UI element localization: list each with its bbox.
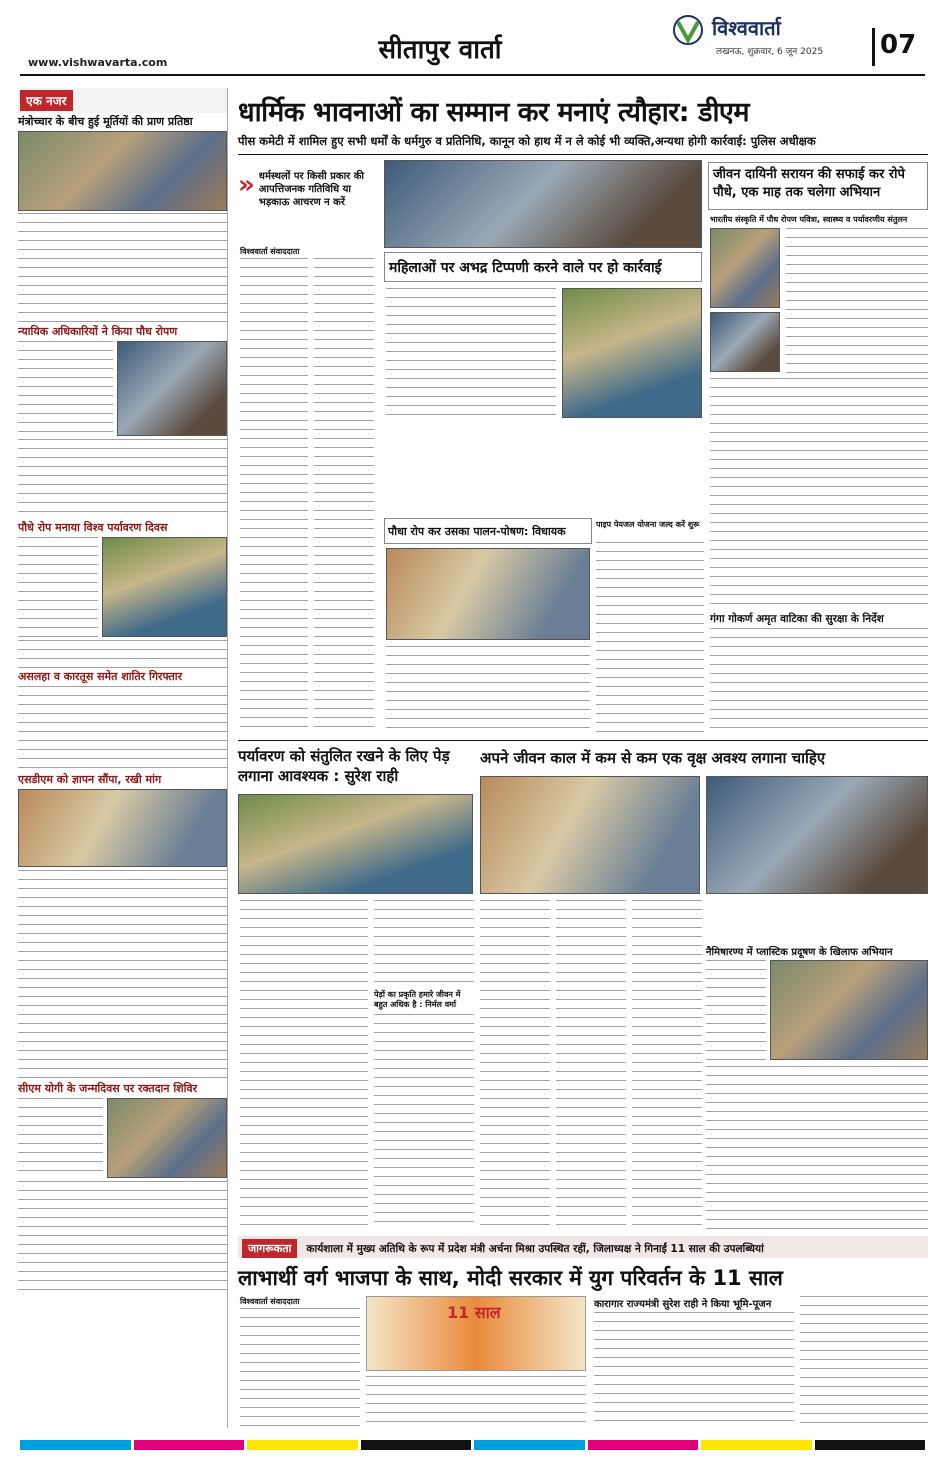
right-story-sub: भारतीय संस्कृति में पौध रोपण पवित्रा, स्वास्थ्य व पर्यावरणीय संतुलन bbox=[710, 215, 908, 224]
story-plant-head-box bbox=[384, 518, 592, 544]
bottom-photo bbox=[366, 1296, 586, 1371]
article-text bbox=[18, 1098, 103, 1178]
rule bbox=[238, 740, 928, 741]
article-text bbox=[240, 1308, 360, 1426]
story-plant-headline: पौधा रोप कर उसका पालन-पोषण: विधायक bbox=[388, 525, 566, 538]
nemi-headline: नैमिषारण्य में प्लास्टिक प्रदूषण के खिलाफ अभियान bbox=[706, 947, 893, 958]
news-photo bbox=[117, 341, 227, 436]
article-text bbox=[480, 900, 550, 1230]
quote-mark-icon: » bbox=[238, 170, 255, 200]
brand-name: विश्ववार्ता bbox=[712, 16, 781, 40]
bottom-headline: लाभार्थी वर्ग भाजपा के साथ, मोदी सरकार में युग परिवर्तन के 11 साल bbox=[238, 1266, 783, 1290]
article-text bbox=[18, 439, 227, 519]
byline: विश्ववार्ता संवाददाता bbox=[240, 247, 300, 256]
left-column bbox=[18, 88, 228, 1428]
page-number-divider bbox=[872, 28, 875, 66]
article-text bbox=[706, 1066, 928, 1230]
article-text bbox=[240, 258, 308, 733]
section-tag: एक नजर bbox=[20, 90, 73, 111]
left-headline-6: सीएम योगी के जन्मदिवस पर रक्तदान शिविर bbox=[18, 1082, 198, 1095]
bottom-kicker: कार्यशाला में मुख्य अतिथि के रूप में प्रदेश मंत्री अर्चना मिश्रा उपस्थित रहीं, जिलाध्यक्ष ने गिनाईं 11 साल की उपलब्धियां bbox=[306, 1243, 764, 1255]
bottom-tag: जागरूकता bbox=[242, 1239, 297, 1258]
karagar-headline: कारागार राज्यमंत्री सुरेश राही ने किया भूमि-पूजन bbox=[594, 1299, 772, 1310]
article-text bbox=[18, 537, 98, 637]
article-text bbox=[18, 1181, 227, 1291]
brand-logo-icon bbox=[668, 14, 708, 46]
news-photo bbox=[18, 789, 227, 867]
right-story-headline: जीवन दायिनी सरायन की सफाई कर रोपे पौधे, एक माह तक चलेगा अभियान bbox=[713, 167, 905, 200]
left-headline-4: असलहा व कारतूस समेत शातिर गिरफ्तार bbox=[18, 670, 183, 683]
env-story-headline: पर्यावरण को संतुलित रखने के लिए पेड़ लगाना आवश्यक : सुरेश राही bbox=[238, 747, 450, 785]
article-text bbox=[18, 640, 227, 668]
article-text bbox=[710, 628, 928, 734]
article-text bbox=[706, 960, 766, 1060]
article-text bbox=[786, 228, 928, 373]
article-text bbox=[710, 378, 928, 608]
article-text bbox=[374, 1014, 474, 1230]
article-text bbox=[366, 1376, 586, 1426]
article-text bbox=[240, 900, 368, 1230]
right-story-head-box bbox=[708, 162, 928, 210]
article-text bbox=[18, 870, 227, 1080]
news-photo bbox=[710, 312, 780, 372]
article-text bbox=[556, 900, 626, 1230]
site-url[interactable]: www.vishwavarta.com bbox=[28, 56, 168, 69]
header-rule bbox=[20, 74, 925, 76]
news-photo bbox=[102, 537, 227, 637]
article-text bbox=[632, 900, 702, 1230]
left-headline-1: मंत्रोच्चार के बीच हुई मूर्तियों की प्राण प्रतिष्ठा bbox=[18, 115, 193, 128]
left-headline-5: एसडीएम को ज्ञापन सौंपा, रखी मांग bbox=[18, 773, 162, 786]
article-text bbox=[594, 1312, 794, 1426]
article-text bbox=[386, 288, 556, 418]
right-story-2-headline: गंगा गोकर्ण अमृत वाटिका की सुरक्षा के निर्देश bbox=[710, 613, 884, 625]
byline: विश्ववार्ता संवाददाता bbox=[240, 1297, 300, 1306]
pull-quote-text: धर्मस्थलों पर किसी प्रकार की आपत्तिजनक गतिविधि या भड़काऊ आचरण न करें bbox=[258, 171, 365, 208]
news-photo bbox=[706, 776, 928, 894]
bottom-kicker-bar bbox=[238, 1236, 928, 1258]
pedo-headline: पेड़ों का प्रकृति हमारे जीवन में बहुत अधिक है : निर्मल वर्मा bbox=[374, 990, 461, 1009]
article-text bbox=[18, 213, 227, 323]
left-headline-2: न्यायिक अधिकारियों ने किया पौध रोपण bbox=[18, 325, 178, 338]
lead-subheadline: पीस कमेटी में शामिल हुए सभी धर्मों के धर्मगुरु व प्रतिनिधि, कानून को हाथ में न ले कोई भी व्यक्ति,अन्यथा होगी कार्रवाई: पुलिस अधीक्षक bbox=[238, 134, 816, 148]
news-photo bbox=[770, 960, 928, 1060]
tree-story-headline: अपने जीवन काल में कम से कम एक वृक्ष अवश्य लगाना चाहिए bbox=[480, 749, 826, 767]
article-text bbox=[18, 686, 227, 771]
article-text bbox=[314, 258, 374, 733]
news-photo bbox=[238, 794, 473, 894]
article-text bbox=[800, 1296, 928, 1426]
story-women-head-box bbox=[384, 252, 702, 282]
news-photo bbox=[18, 131, 227, 211]
rule bbox=[238, 154, 928, 155]
story-pipeline-headline: पाइप पेयजल योजना जल्द करें शुरू bbox=[596, 520, 700, 529]
news-photo bbox=[386, 548, 590, 640]
story-women-headline: महिलाओं पर अभद्र टिप्पणी करने वाले पर हो कार्रवाई bbox=[389, 260, 662, 276]
color-registration-bar bbox=[20, 1440, 925, 1450]
lead-headline: धार्मिक भावनाओं का सम्मान कर मनाएं त्यौहार: डीएम bbox=[238, 97, 750, 128]
article-text bbox=[18, 341, 113, 436]
lead-photo bbox=[384, 160, 702, 248]
article-text bbox=[374, 900, 474, 985]
news-photo bbox=[480, 776, 700, 894]
banner-text: 11 साल bbox=[447, 1303, 501, 1322]
news-photo bbox=[107, 1098, 227, 1178]
news-photo bbox=[562, 288, 702, 418]
left-headline-3: पौधे रोप मनाया विश्व पर्यावरण दिवस bbox=[18, 521, 168, 534]
page-title: सीतापुर वार्ता bbox=[378, 35, 502, 65]
dateline: लखनऊ, शुक्रवार, 6 जून 2025 bbox=[716, 47, 824, 57]
article-text bbox=[386, 646, 590, 731]
pull-quote bbox=[238, 170, 378, 240]
news-photo bbox=[710, 228, 780, 308]
page-number: 07 bbox=[880, 30, 917, 60]
article-text bbox=[596, 542, 704, 732]
